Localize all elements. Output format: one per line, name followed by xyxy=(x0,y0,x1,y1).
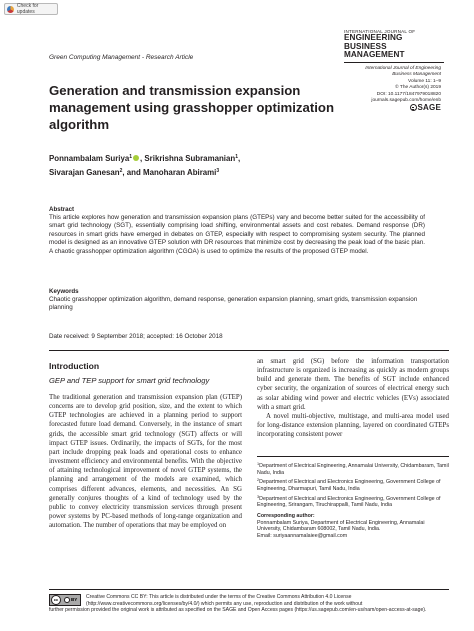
article-meta xyxy=(350,66,441,111)
check-for-updates-label: Check for updates xyxy=(16,3,39,15)
attribution-icon xyxy=(64,597,70,603)
affiliation-marker: 3 xyxy=(216,168,220,174)
affiliation-marker: 2 xyxy=(119,168,123,174)
meta-journal-2: Business Management xyxy=(392,72,441,78)
affiliation-marker: 1 xyxy=(235,154,238,160)
article-title: Generation and transmission expansion management using grasshopper optimization algorithm xyxy=(49,83,335,132)
journal-masthead xyxy=(344,29,444,63)
body-paragraph: an smart grid (SG) before the information transportation infrastructure is organized is increasing as quickly as modern groups build and generate them. The benefits of SGT include enhanced cyber security, the organization of sources of electrical energy such as solar abiding wind power and electric vehicles (EVs) associated with a smart grid. xyxy=(257,358,449,411)
license-text: Creative Commons CC BY: This article is distributed under the terms of the Creative Commons Attribution 4.0 License (http://www.creativecommons.org/licenses/by/4.0/) which permits any use, reproduction and distribution of the work without xyxy=(86,594,363,607)
author-name: , Srikrishna Subramanian xyxy=(140,154,236,163)
orcid-icon[interactable] xyxy=(133,155,139,161)
journal-section-label: Green Computing Management - Research Article xyxy=(49,54,194,61)
sage-logo-text: SAGE xyxy=(417,102,441,112)
corresponding-author-heading: Corresponding author: xyxy=(257,512,315,519)
masthead-line2: MANAGEMENT xyxy=(344,50,405,60)
meta-volume: Volume 11: 1–9 xyxy=(408,78,441,84)
footnote-divider xyxy=(257,456,449,457)
affiliation-text: Department of Electrical and Electronics Engineering, Government College of Engineering, Dharmapuri, Tamil Nadu, India xyxy=(257,479,441,492)
masthead-top: INTERNATIONAL JOURNAL OF xyxy=(344,29,416,34)
abstract-text: This article explores how generation and transmission expansion plans (GTEPs) vary and become better suited for the accessibility of smart grid technology (SGT), essentially comprising load shifting, environmental assets and cost rebates. Demand response (DR) resources in smart grids have emerged in debates on GTEP, especially with respect to compromising system security. The planned model is designed as an innovative GTEP solution with DR resources that minimize cost by decreasing the peak load of the basic plan. A chaotic grasshopper optimization algorithm (CGOA) is used to optimize the results of the proposed GTEP model. xyxy=(49,214,425,255)
author-name: Ponnambalam Suriya xyxy=(49,154,130,163)
crossmark-icon xyxy=(7,6,14,13)
cc-by-label: BY xyxy=(71,596,78,602)
author-list xyxy=(49,151,349,179)
corresponding-author-text: Ponnambalam Suriya, Department of Electrical Engineering, Annamalai University, Chidambaram 608002, Tamil Nadu, India. xyxy=(257,519,425,533)
cc-by-badge[interactable] xyxy=(49,594,81,606)
author-name: Sivarajan Ganesan xyxy=(49,168,120,177)
body-paragraph: The traditional generation and transmission expansion plan (GTEP) concerns are to develop grid position, size, and the extent to which GTEP technologies are achieved in a planning period to support forecasted future load demand. Conversely, in the instance of smart grids, the accessible smart grid technology (SGT) affects or will impact GTEP issues. Ordinarily, the impacts of SGTs, for the most part include dropping peak loads and operational costs to enhance investment efficiency and environmental benefits. With the objective of attaining technological improvement of novel GTEP systems, the planning and arrangement of the models are examined, which comprises different advances, elements, and necessities. An SG generally conjures thoughts of a kind of technology used by the public to convey electricity transmission services through present power systems by PC-based methods of long-range organization and automation. The number of operations that may be employed on xyxy=(49,394,242,530)
author-separator: , xyxy=(237,154,241,163)
received-accepted-dates: Date received: 9 September 2018; accepted: 16 October 2018 xyxy=(49,333,223,340)
body-column-left xyxy=(49,393,242,530)
masthead-rule xyxy=(344,62,444,63)
meta-journal-1: International Journal of Engineering xyxy=(365,66,441,71)
meta-url[interactable]: journals.sagepub.com/home/enb xyxy=(371,98,441,104)
author-name: , and Manoharan Abirami xyxy=(122,168,217,177)
meta-doi[interactable]: DOI: 10.1177/1847979018820 xyxy=(376,91,441,97)
meta-copyright: © The Author(s) 2019 xyxy=(395,85,441,91)
affiliation-marker: 2 xyxy=(257,478,260,483)
keywords-heading: Keywords xyxy=(49,288,79,295)
keywords-text: Chaotic grasshopper optimization algorithm, demand response, generation expansion planning, smart grids, transmission expansion planning xyxy=(49,296,418,312)
affiliation-marker: 3 xyxy=(257,494,260,499)
masthead-line1: ENGINEERING BUSINESS xyxy=(344,33,403,51)
license-divider xyxy=(49,589,449,590)
sage-icon xyxy=(410,104,417,111)
affiliation-marker: 1 xyxy=(257,462,260,466)
corresponding-author-email[interactable]: Email: suriyaannamalaiee@gmail.com xyxy=(257,532,348,539)
sage-logo xyxy=(350,104,441,111)
affiliation-item xyxy=(257,494,449,509)
body-column-right xyxy=(257,357,449,439)
abstract-heading: Abstract xyxy=(49,206,75,213)
cc-icon: cc xyxy=(51,595,61,605)
body-paragraph: A novel multi-objective, multistage, and multi-area model used for long-distance extension planning, layered on coordinated GTEPs incorporating consistent power xyxy=(257,412,449,439)
introduction-subheading: GEP and TEP support for smart grid technology xyxy=(49,376,210,385)
introduction-heading: Introduction xyxy=(49,361,100,371)
affiliation-marker: 1 xyxy=(129,154,133,160)
affiliation-item xyxy=(257,477,449,492)
section-divider xyxy=(49,350,449,351)
check-for-updates-badge[interactable] xyxy=(4,3,58,15)
affiliation-item xyxy=(257,461,449,476)
affiliations xyxy=(257,461,449,539)
license-text-continued: further permission provided the original work is attributed as specified on the SAGE and Open Access pages (https://us.sagepub.com/en-us/nam/open-access-at-sage). xyxy=(49,607,427,614)
affiliation-text: Department of Electrical and Electronics Engineering, Government College of Engineering, Srirangam, Tiruchirappalli, Tamil Nadu, India xyxy=(257,495,441,509)
affiliation-text: Department of Electrical Engineering, Annamalai University, Chidambaram, Tamil Nadu, India xyxy=(257,463,449,476)
